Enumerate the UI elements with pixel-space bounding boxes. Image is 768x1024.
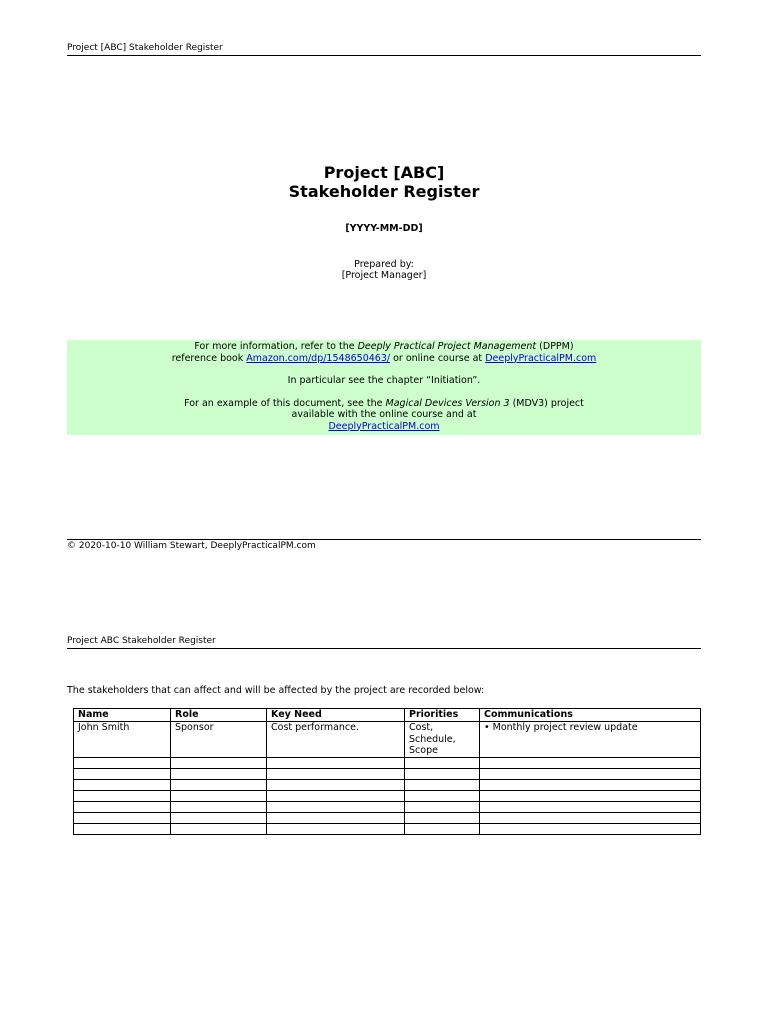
col-role: Role <box>171 709 267 722</box>
page2-header-rule <box>67 648 701 649</box>
register-intro: The stakeholders that can affect and will be affected by the project are recorded below: <box>67 685 485 696</box>
dppm-course-link[interactable]: DeeplyPracticalPM.com <box>485 352 597 364</box>
prepared-by-value: [Project Manager] <box>341 270 427 281</box>
document-title-line1: Project [ABC] <box>323 163 445 182</box>
table-row-empty <box>74 823 701 834</box>
cell-priorities: Cost, Schedule, Scope <box>405 722 480 758</box>
info-line-1: For more information, refer to the Deeply Practical Project Management (DPPM) <box>194 341 574 352</box>
document-date: [YYYY-MM-DD] <box>345 223 423 234</box>
prepared-by-label: Prepared by: <box>354 259 414 270</box>
col-priorities: Priorities <box>405 709 480 722</box>
col-communications: Communications <box>480 709 701 722</box>
info-line-6 <box>67 421 701 433</box>
info-line-4: For an example of this document, see the Magical Devices Version 3 (MDV3) project <box>184 397 584 409</box>
col-key-need: Key Need <box>267 709 405 722</box>
cell-role: Sponsor <box>171 722 267 758</box>
info-line-2: reference book Amazon.com/dp/1548650463/ or online course at DeeplyPracticalPM.com <box>171 352 597 364</box>
document-title-line2: Stakeholder Register <box>288 182 480 201</box>
table-row-empty <box>74 812 701 823</box>
info-line-5: available with the online course and at <box>291 409 477 420</box>
table-row-empty <box>74 757 701 768</box>
footer-rule <box>67 539 701 540</box>
dppm-title: Deeply Practical Project Management <box>357 341 537 352</box>
table-row-empty <box>74 768 701 779</box>
table-header-row <box>74 709 701 722</box>
header-rule <box>67 55 701 56</box>
stakeholder-table <box>73 708 701 835</box>
amazon-link[interactable]: Amazon.com/dp/1548650463/ <box>246 352 391 364</box>
info-line-3: In particular see the chapter “Initiation”. <box>287 375 481 386</box>
page-footer: © 2020-10-10 William Stewart, DeeplyPracticalPM.com <box>67 541 316 551</box>
cell-communications: • Monthly project review update <box>480 722 701 758</box>
dppm-example-link[interactable]: DeeplyPracticalPM.com <box>328 420 440 432</box>
table-row-empty <box>74 790 701 801</box>
page2-header: Project ABC Stakeholder Register <box>67 636 216 646</box>
info-box <box>67 340 701 435</box>
table-row <box>74 722 701 758</box>
mdv3-title: Magical Devices Version 3 <box>385 397 510 409</box>
table-row-empty <box>74 779 701 790</box>
table-row-empty <box>74 801 701 812</box>
cell-key-need: Cost performance. <box>267 722 405 758</box>
cell-name: John Smith <box>74 722 171 758</box>
col-name: Name <box>74 709 171 722</box>
page-header: Project [ABC] Stakeholder Register <box>67 43 223 53</box>
